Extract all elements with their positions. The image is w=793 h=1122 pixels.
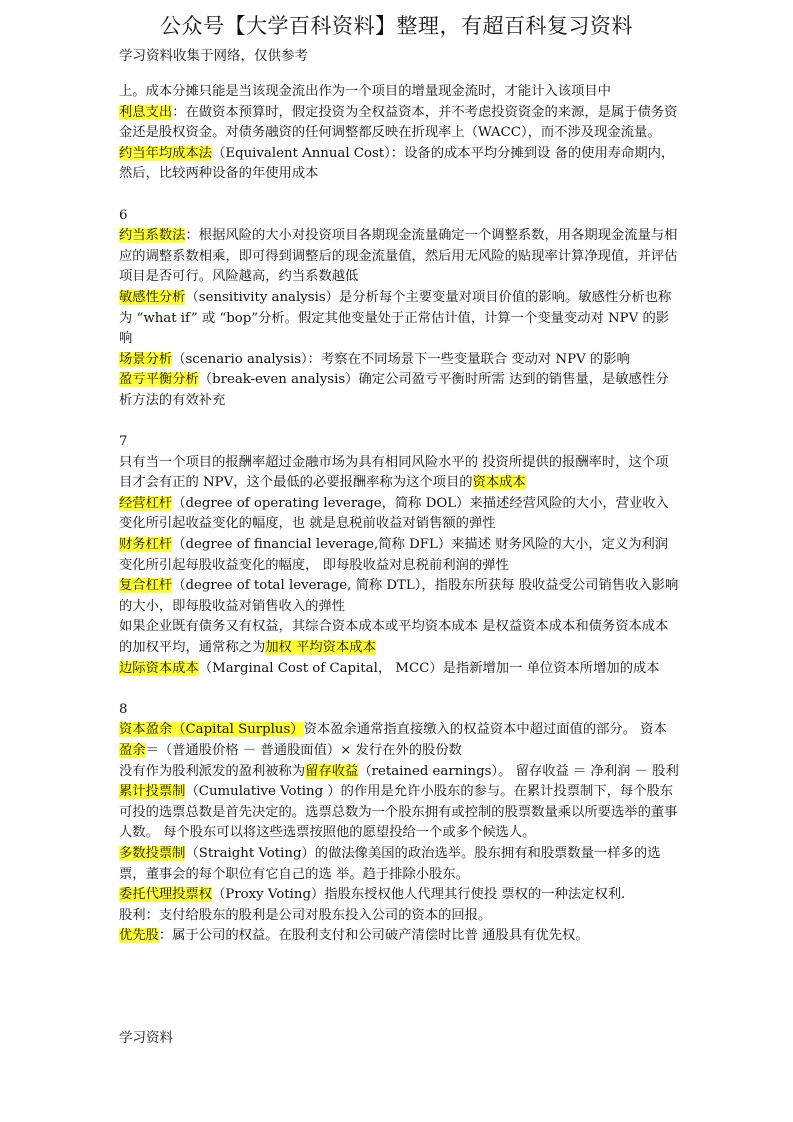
highlighted-term: 委托代理投票权 xyxy=(119,887,213,903)
paragraph-text: 没有作为股利派发的盈利被称为 xyxy=(119,763,306,779)
paragraph-text: ：属于公司的权益。在股利支付和公司破产清偿时比普 通股具有优先权。 xyxy=(158,928,589,944)
highlighted-term: 场景分析 xyxy=(119,351,173,367)
paragraph xyxy=(119,576,679,617)
highlighted-term: 经营杠杆 xyxy=(119,495,173,511)
section-number: 6 xyxy=(119,207,128,223)
paragraph-text: 股利：支付给股东的股利是公司对股东投入公司的资本的回报。 xyxy=(119,907,492,923)
section-number: 7 xyxy=(119,434,128,450)
highlighted-term: 盈余 xyxy=(119,743,146,758)
paragraph-text: ：在做资本预算时，假定投资为全权益资本，并不考虑投资资金的来源，是属于债务资金还是股权资金。对债务融资的任何调整都反映在折现率上（WACC），而不涉及现金流量。 xyxy=(119,104,678,141)
highlighted-term: 边际资本成本 xyxy=(119,660,199,676)
paragraph-text: （Marginal Cost of Capital， MCC）是指新增加一 单位资本所增加的成本 xyxy=(198,660,660,676)
paragraph-text: 只有当一个项目的报酬率超过金融市场为具有相同风险水平的 投资所提供的报酬率时，这个项目才会有正的 NPV，这个最低的必要报酬率称为这个项目的 xyxy=(119,454,669,491)
highlighted-term: 财务杠杆 xyxy=(119,537,173,553)
paragraph xyxy=(119,144,679,185)
paragraph-text: ＝（普通股价格 － 普通股面值）× 发行在外的股份数 xyxy=(145,743,462,758)
paragraph xyxy=(119,103,679,144)
highlighted-term: 约当系数法 xyxy=(119,228,186,244)
paragraph-text: 资本盈余通常指直接缴入的权益资本中超过面值的部分。 资本 xyxy=(303,722,667,738)
highlighted-term: 优先股 xyxy=(119,928,159,944)
paragraph xyxy=(119,82,679,103)
highlighted-term: 累计投票制 xyxy=(119,784,186,800)
highlighted-term: 复合杠杆 xyxy=(119,578,173,594)
paragraph-text: 如果企业既有债务又有权益，其综合资本成本或平均资本成本 是权益资本成本和债务资本成本的加权平均，通常称之为 xyxy=(119,619,669,656)
section-number: 8 xyxy=(119,701,128,717)
paragraph-text: （sensitivity analysis）是分析每个主要变量对项目价值的影响。敏感性分析也称为 “what if” 或 “bop”分析。假定其他变量处于正常估计值，计算一个变量变动对 NPV 的影响 xyxy=(119,289,672,347)
paragraph-text: （Equivalent Annual Cost）：设备的成本平均分摊到设 备的使用寿命期内，然后，比较两种设备的年使用成本 xyxy=(119,145,675,182)
page-header: 公众号【大学百科资料】整理，有超百科复习资料 xyxy=(160,14,633,38)
section-gap xyxy=(119,679,679,700)
paragraph xyxy=(119,453,679,494)
paragraph xyxy=(119,535,679,576)
paragraph xyxy=(119,885,679,906)
paragraph-text: （scenario analysis）：考察在不同场景下一些变量联合 变动对 NPV 的影响 xyxy=(172,351,630,367)
highlighted-term: 留存收益 xyxy=(305,763,359,779)
paragraph-text: （Straight Voting）的做法像美国的政治选举。股东拥有和股票数量一样多的选票，董事会的每个职位有它自己的选 举。趋于排除小股东。 xyxy=(119,845,661,882)
highlighted-term: 加权 平均资本成本 xyxy=(265,640,376,656)
page-footer: 学习资料 xyxy=(119,1030,173,1046)
highlighted-term: 盈亏平衡分析 xyxy=(119,372,199,388)
paragraph-text: （degree of financial leverage,简称 DFL）来描述 财务风险的大小，定义为利润变化所引起每股收益变化的幅度， 即每股收益对息税前利润的弹性 xyxy=(119,537,669,573)
paragraph xyxy=(119,720,679,761)
paragraph-text: ：根据风险的大小对投资项目各期现金流量确定一个调整系数，用各期现金流量与相应的调整系数相乘，即可得到调整后的现金流量值，然后用无风险的贴现率计算净现值，并评估项目是否可行。风险越高，约当系数越低 xyxy=(119,228,678,285)
highlighted-term: 资本盈余（Capital Surplus） xyxy=(119,722,304,738)
highlighted-term: 敏感性分析 xyxy=(119,289,186,305)
highlighted-term: 多数投票制 xyxy=(119,845,186,861)
paragraph xyxy=(119,494,679,535)
paragraph xyxy=(119,370,679,411)
section-gap xyxy=(119,412,679,433)
paragraph xyxy=(119,844,679,885)
section-gap xyxy=(119,185,679,206)
paragraph-text: 上。成本分摊只能是当该现金流出作为一个项目的增量现金流时，才能计入该项目中 xyxy=(119,84,611,99)
paragraph xyxy=(119,617,679,658)
paragraph xyxy=(119,762,679,783)
paragraph xyxy=(119,350,679,371)
paragraph xyxy=(119,926,679,947)
paragraph-text: （degree of operating leverage，简称 DOL）来描述经营风险的大小，营业收入变化所引起收益变化的幅度，也 就是息税前收益对销售额的弹性 xyxy=(119,495,669,532)
paragraph xyxy=(119,659,679,680)
paragraph-text: （Cumulative Voting ）的作用是允许小股东的参与。在累计投票制下，每个股东可投的选票总数是首先决定的。选票总数为一个股东拥有或控制的股票数量乘以所要选举的董事人数。 每个股东可以将这些选票按照他的愿望投给一个或多个候选人。 xyxy=(119,784,678,841)
paragraph xyxy=(119,782,679,844)
page-subtitle: 学习资料收集于网络，仅供参考 xyxy=(119,48,308,64)
paragraph-text: （degree of total leverage, 简称 DTL），指股东所获每 股收益受公司销售收入影响的大小，即每股收益对销售收入的弹性 xyxy=(119,578,679,614)
highlighted-term: 资本成本 xyxy=(472,475,526,491)
paragraph-text: （retained earnings）。 留存收益 ＝ 净利润 － 股利 xyxy=(358,763,679,779)
highlighted-term: 利息支出 xyxy=(119,104,173,120)
paragraph-text: （break-even analysis）确定公司盈亏平衡时所需 达到的销售量，是敏感性分析方法的有效补充 xyxy=(119,372,669,408)
paragraph xyxy=(119,906,679,927)
paragraph xyxy=(119,288,679,350)
paragraph xyxy=(119,226,679,288)
paragraph-text: （Proxy Voting）指股东授权他人代理其行使投 票权的一种法定权利. xyxy=(212,887,626,903)
highlighted-term: 约当年均成本法 xyxy=(119,145,213,161)
document-body xyxy=(119,82,679,947)
